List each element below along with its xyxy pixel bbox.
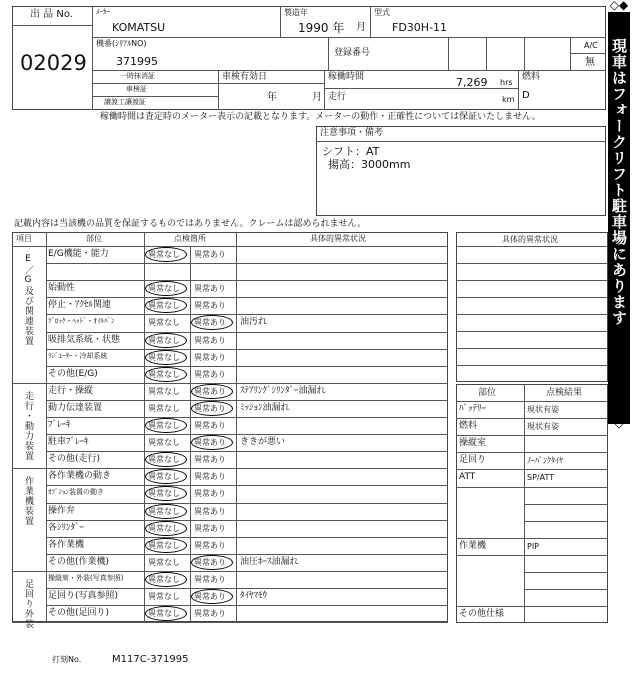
quality-notice: 記載内容は当該機の品質を保証するものではありません。クレームは認められません。 (14, 219, 367, 229)
selected-circle (145, 504, 187, 519)
part-name: 各作業機 (48, 539, 85, 550)
part-name: 各ｼﾘﾝﾀﾞｰ (48, 522, 85, 533)
header-item: 項目 (16, 234, 32, 243)
year-value: 1990 年 (298, 21, 345, 35)
banner-diamonds-top: ◇◆ (609, 0, 629, 12)
option-normal[interactable]: 異常なし (148, 386, 180, 396)
result-value: PIP (527, 541, 540, 551)
result-part: ﾊﾞｯﾃﾘｰ (459, 404, 487, 414)
stamp-label: 打刻No. (52, 655, 82, 664)
option-normal[interactable]: 異常なし (148, 592, 180, 601)
option-normal[interactable]: 異常なし (148, 574, 180, 584)
selected-circle (145, 333, 187, 348)
part-name: 吸排気系統・状態 (48, 334, 121, 345)
part-name: その他(走行) (48, 454, 101, 465)
group-label: E／G及び関連装置 (23, 254, 33, 346)
maker-label: ﾒｰｶｰ (96, 8, 110, 16)
option-abnormal[interactable]: 異常あり (194, 592, 226, 601)
result-part: その他仕様 (459, 609, 505, 620)
part-name: 操縦席・外装(写真参照) (48, 573, 124, 582)
selected-circle (191, 384, 233, 399)
banner-diamonds-bottom: ◆◇ (612, 402, 626, 430)
option-abnormal[interactable]: 異常あり (194, 250, 226, 259)
model-value: FD30H-11 (392, 21, 448, 34)
option-abnormal[interactable]: 異常あり (194, 455, 226, 465)
right-details-box (456, 232, 608, 382)
option-normal[interactable]: 異常なし (148, 250, 180, 259)
month-suffix: 月 (356, 22, 366, 33)
option-abnormal[interactable]: 異常あり (194, 557, 226, 567)
option-abnormal[interactable]: 異常あり (194, 318, 226, 328)
option-normal[interactable]: 異常なし (148, 557, 180, 567)
selected-circle (145, 247, 187, 262)
reg-label: 登録番号 (334, 48, 371, 58)
fuel-value: D (522, 90, 530, 101)
option-abnormal[interactable]: 異常あり (194, 609, 226, 619)
part-name: 駐車ﾌﾞﾚｰｷ (48, 437, 89, 448)
hours-unit: hrs (500, 78, 513, 87)
banner-text: 現車はフォークリフト駐車場にあります (610, 38, 628, 326)
selected-circle (191, 401, 233, 416)
group-label: 足回り外装 (23, 578, 33, 629)
option-normal[interactable]: 異常なし (148, 318, 180, 328)
option-normal[interactable]: 異常なし (148, 369, 180, 379)
option-normal[interactable]: 異常なし (148, 609, 180, 619)
part-name: 走行・操縦 (48, 385, 94, 396)
ac-label: A/C (584, 41, 598, 50)
inspection-label: 車検有効日 (222, 72, 268, 82)
part-name: ﾌﾞﾛｯｸ・ﾍｯﾄﾞ・ｵｲﾙﾊﾟﾝ (48, 317, 115, 326)
option-normal[interactable]: 異常なし (148, 335, 180, 345)
abnormal-detail: 油圧ﾎｰｽ油漏れ (240, 556, 299, 567)
option-normal[interactable]: 異常なし (148, 438, 180, 448)
result-part: 燃料 (459, 421, 478, 432)
result-value: ﾉｰﾊﾟﾝｸﾀｲﾔ (527, 456, 563, 466)
location-banner (608, 12, 630, 430)
part-name: 操作弁 (48, 505, 76, 516)
maker-value: KOMATSU (112, 21, 166, 34)
abnormal-detail: ﾀｲﾔﾏﾓｳ (240, 591, 268, 601)
result-part: 作業機 (459, 540, 487, 551)
right-part-header: 部位 (478, 388, 497, 398)
selected-circle (191, 589, 233, 604)
serial-value: 371995 (116, 55, 158, 68)
result-part: ATT (459, 472, 476, 483)
group-label: 作業機装置 (23, 476, 33, 527)
part-name: 足回り(写真参照) (48, 591, 119, 601)
option-normal[interactable]: 異常なし (148, 455, 180, 465)
part-name: 各作業機の動き (48, 471, 112, 482)
option-abnormal[interactable]: 異常あり (194, 352, 226, 362)
part-name: 動力伝達装置 (48, 402, 103, 413)
abnormal-detail: 油汚れ (240, 317, 268, 328)
year-label: 製造年 (284, 8, 308, 17)
part-name: E/G機能・能力 (48, 249, 109, 259)
right-result-header: 点検結果 (546, 388, 583, 398)
notes-lift-height: 揚高：3000mm (328, 158, 411, 171)
option-normal[interactable]: 異常なし (148, 352, 180, 362)
result-part: 足回り (459, 455, 487, 466)
abnormal-detail: ﾐｯｼｮﾝ油漏れ (240, 402, 290, 413)
abnormal-detail: ｽﾃｱﾘﾝｸﾞｼﾘﾝﾀﾞｰ油漏れ (240, 385, 326, 396)
result-value: SP/ATT (527, 473, 555, 483)
part-name: 始動性 (48, 283, 76, 294)
inspection-month: 月 (312, 92, 322, 103)
option-abnormal[interactable]: 異常あり (194, 489, 226, 499)
option-normal[interactable]: 異常なし (148, 421, 180, 430)
exhibit-no: 02029 (20, 51, 87, 75)
option-abnormal[interactable]: 異常あり (194, 403, 226, 413)
mileage-label: 走行 (328, 92, 347, 102)
option-abnormal[interactable]: 異常あり (194, 369, 226, 379)
notes-box (316, 126, 606, 216)
option-normal[interactable]: 異常なし (148, 489, 180, 499)
right-details-header: 具体的異常状況 (502, 235, 558, 244)
notes-shift: シフト：AT (322, 145, 380, 158)
option-normal[interactable]: 異常なし (148, 523, 180, 533)
option-abnormal[interactable]: 異常あり (194, 284, 226, 294)
part-name: その他(作業機) (48, 556, 110, 567)
option-abnormal[interactable]: 異常あり (194, 506, 226, 516)
part-name: その他(E/G) (48, 368, 98, 379)
part-name: 停止・ｱｸｾﾙ関連 (48, 300, 112, 311)
option-abnormal[interactable]: 異常あり (194, 335, 226, 345)
model-label: 型式 (374, 8, 390, 17)
selected-circle (145, 521, 187, 536)
exhibit-no-label: 出 品 No. (30, 9, 73, 20)
abnormal-detail: ききが悪い (240, 437, 286, 448)
meter-notice: 稼働時間は査定時のメーター表示の記載となります。メーターの動作・正確性については保証いたしません。 (100, 112, 541, 122)
selected-circle (191, 555, 233, 570)
option-abnormal[interactable]: 異常あり (194, 540, 226, 550)
option-abnormal[interactable]: 異常あり (194, 386, 226, 396)
header-part: 部位 (86, 234, 102, 243)
stamp-value: M117C-371995 (112, 654, 189, 665)
option-normal[interactable]: 異常なし (148, 472, 180, 482)
selected-circle (145, 350, 187, 365)
header-location: 点検箇所 (174, 234, 206, 243)
part-name: その他(足回り) (48, 608, 110, 619)
result-part: 操縦室 (459, 438, 487, 449)
inspection-year: 年 (267, 92, 277, 103)
temp-cert-label: 一時抹消証 (120, 72, 155, 80)
hours-label: 稼働時間 (328, 72, 365, 82)
serial-label: 機番(ｼﾘｱﾙNO) (96, 39, 147, 48)
option-abnormal[interactable]: 異常あり (194, 523, 226, 533)
part-name: ｵﾌﾟｼｮﾝ装置の動き (48, 488, 104, 497)
vehicle-cert-label: 車検証 (126, 85, 147, 93)
option-abnormal[interactable]: 異常あり (194, 472, 226, 482)
notes-title: 注意事項・備考 (320, 128, 384, 138)
option-normal[interactable]: 異常なし (148, 284, 180, 294)
option-normal[interactable]: 異常なし (148, 540, 180, 550)
result-value: 現状有姿 (527, 405, 559, 414)
option-abnormal[interactable]: 異常あり (194, 574, 226, 584)
transfer-cert-label: 譲渡工讓渡証 (104, 98, 146, 106)
mileage-unit: km (502, 95, 515, 104)
selected-circle (145, 367, 187, 382)
option-normal[interactable]: 異常なし (148, 506, 180, 516)
fuel-label: 燃料 (522, 72, 541, 82)
part-name: ﾌﾞﾚｰｷ (48, 420, 71, 430)
selected-circle (145, 538, 187, 553)
option-normal[interactable]: 異常なし (148, 301, 180, 311)
option-abnormal[interactable]: 異常あり (194, 438, 226, 448)
hours-value: 7,269 (456, 76, 488, 89)
selected-circle (145, 572, 187, 587)
group-label: 走行・動力装置 (23, 390, 33, 461)
option-abnormal[interactable]: 異常あり (194, 421, 226, 430)
option-normal[interactable]: 異常なし (148, 403, 180, 413)
ac-value: 無 (585, 57, 595, 68)
option-abnormal[interactable]: 異常あり (194, 301, 226, 311)
result-value: 現状有姿 (527, 422, 559, 432)
selected-circle (145, 418, 187, 433)
header-details: 具体的異常状況 (310, 234, 366, 243)
part-name: ﾗｼﾞｴｰﾀｰ・冷却系統 (48, 351, 108, 360)
